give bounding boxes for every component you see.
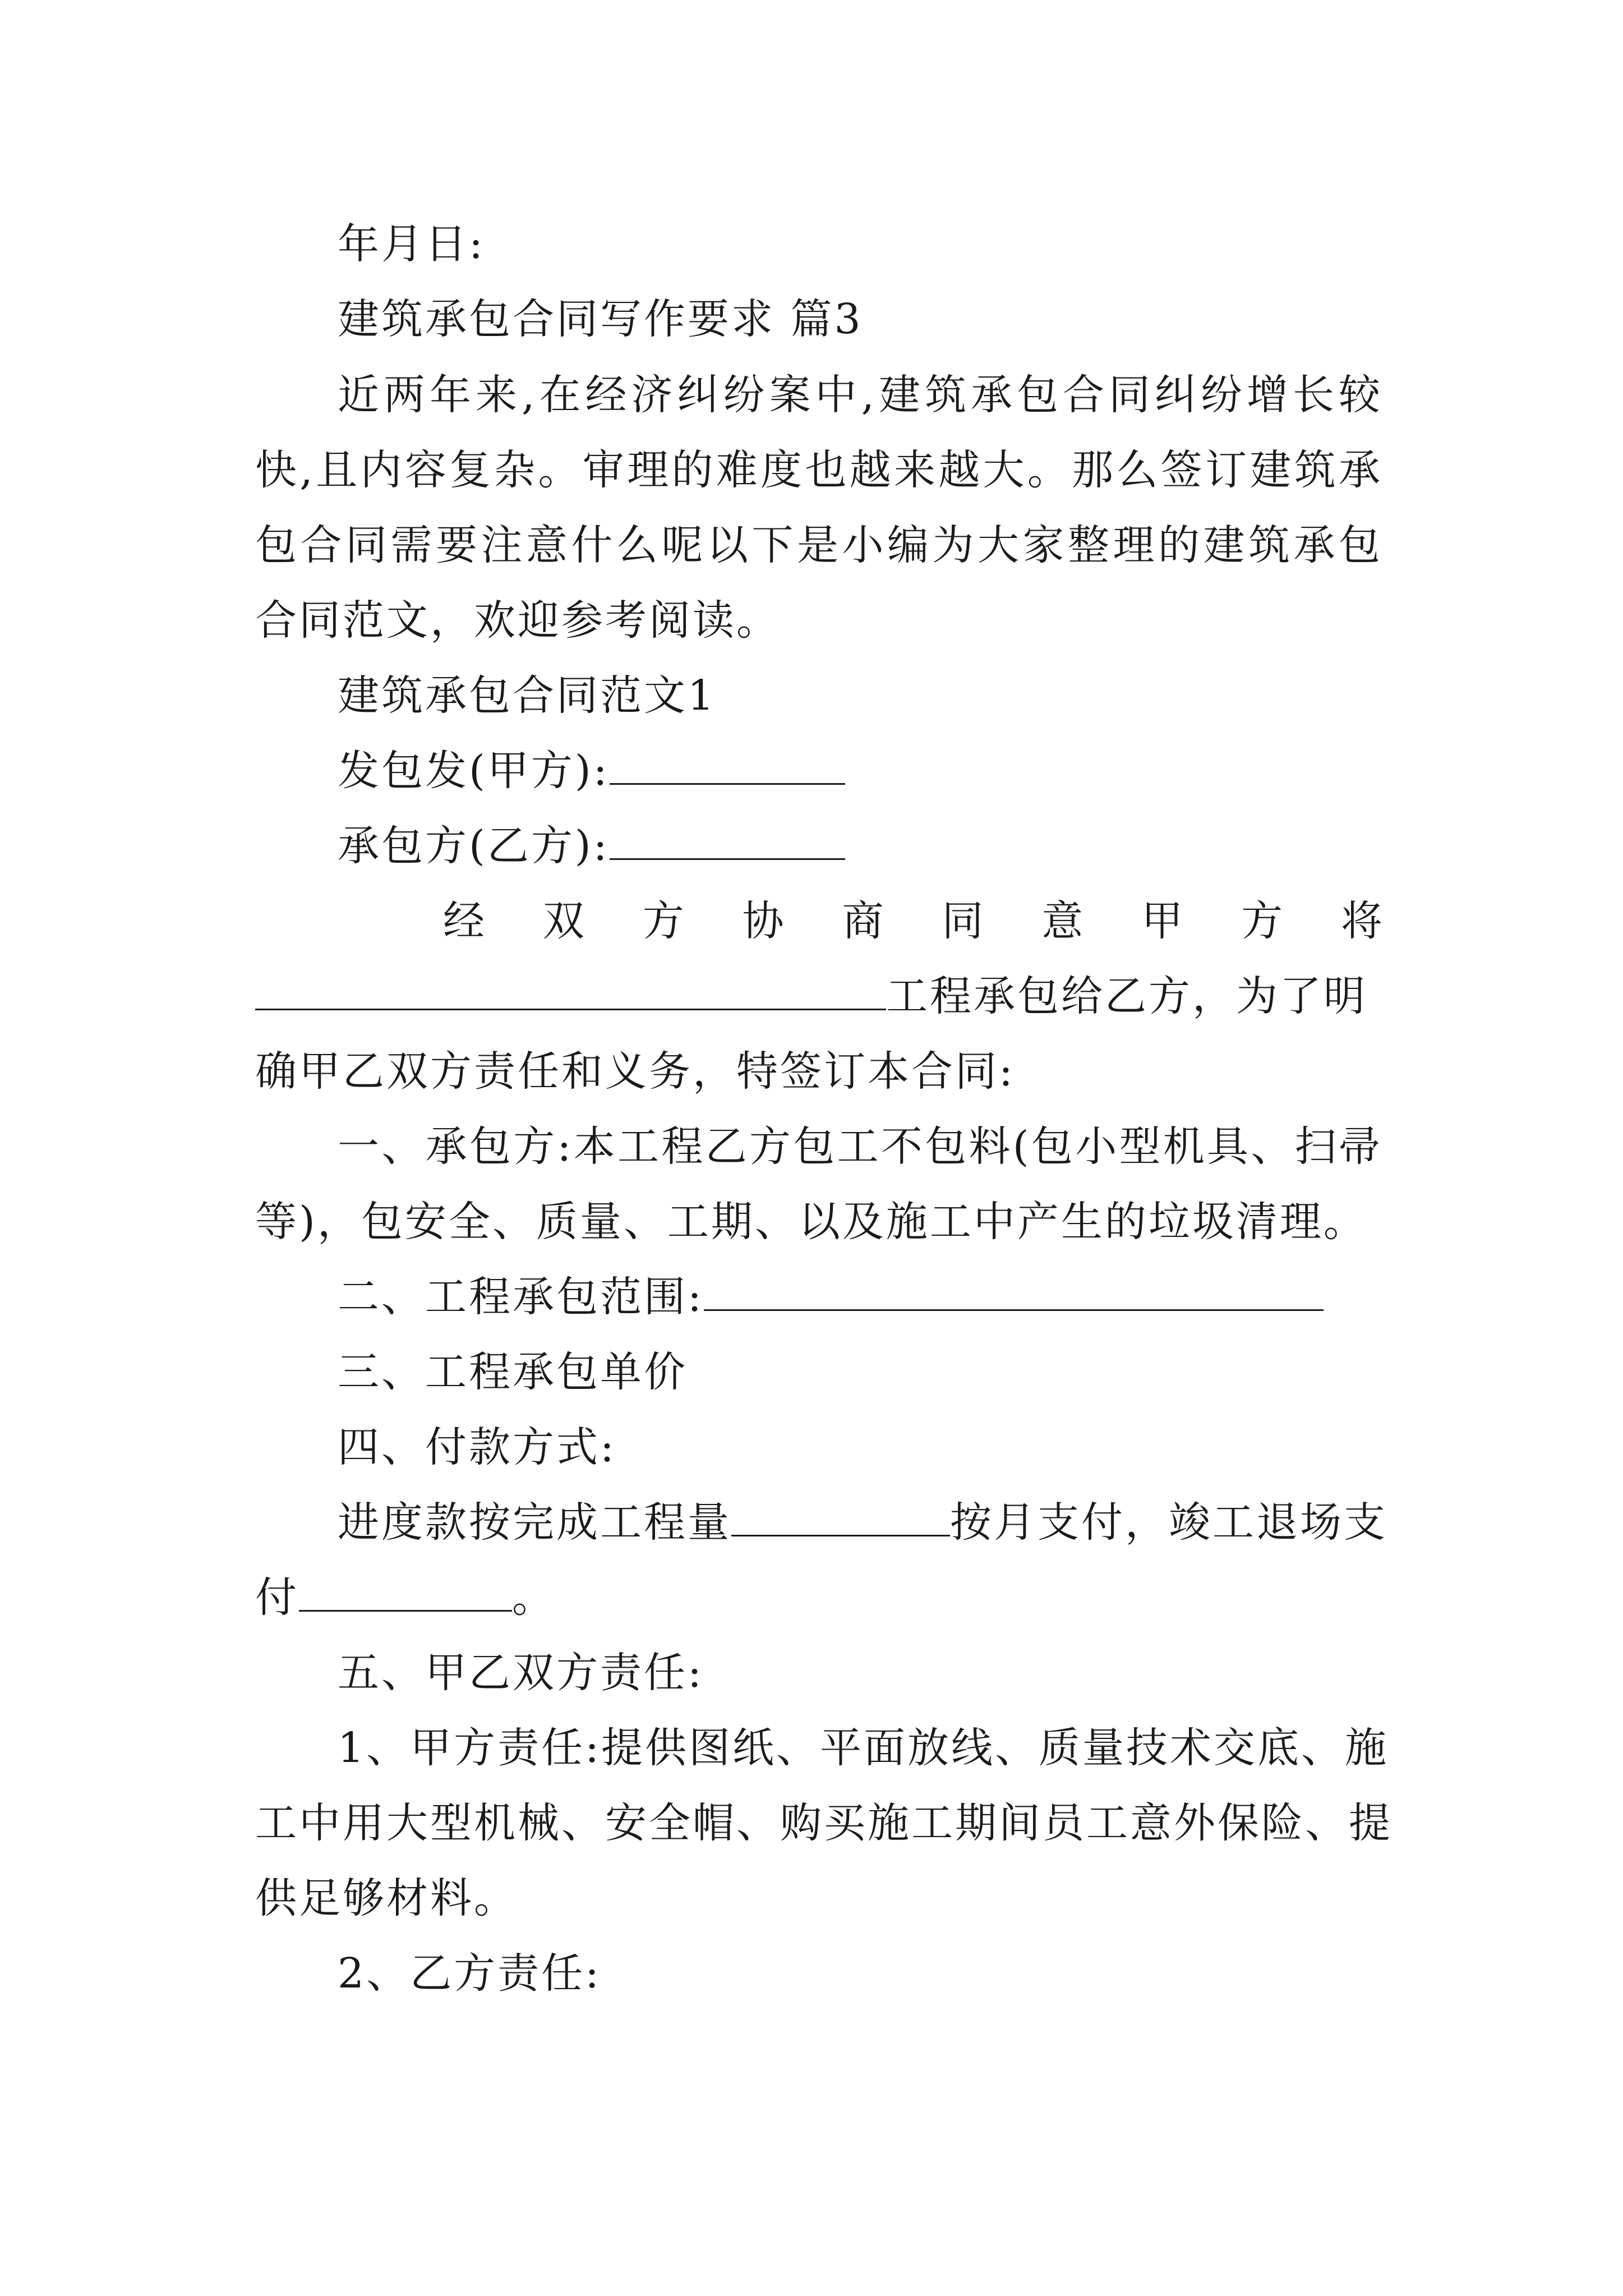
payment-monthly-label: 按月支付，竣工退场支	[950, 1498, 1387, 1547]
clause-1-line-1: 一、承包方:本工程乙方包工不包料(包小型机具、扫帚	[338, 1122, 1382, 1171]
party-a-duty-line-2: 工中用大型机械、安全帽、购买施工期间员工意外保险、提	[255, 1799, 1393, 1847]
clause-5-line: 五、甲乙双方责任:	[338, 1649, 704, 1697]
party-a-label: 发包发(甲方):	[338, 747, 610, 795]
agreement-line-1: 经双方协商同意甲方将	[443, 897, 1382, 945]
clause-4-line: 四、付款方式:	[338, 1423, 616, 1471]
party-a-duty-line-3: 供足够材料。	[255, 1874, 518, 1922]
scope-blank	[704, 1274, 1324, 1311]
payment-final-end: 。	[512, 1573, 556, 1622]
agreement-line-2-text: 工程承包给乙方，为了明	[886, 972, 1367, 1020]
clause-2-label: 二、工程承包范围:	[338, 1273, 704, 1321]
final-amount-blank	[299, 1575, 512, 1612]
agreement-line-2	[255, 974, 1382, 1019]
party-b-line	[338, 823, 1382, 868]
agreement-line-3: 确甲乙双方责任和义务，特签订本合同:	[255, 1047, 1015, 1096]
intro-line-3: 包合同需要注意什么呢以下是小编为大家整理的建筑承包	[255, 521, 1382, 569]
intro-line-1: 近两年来,在经济纠纷案中,建筑承包合同纠纷增长较	[338, 371, 1382, 419]
progress-amount-blank	[731, 1500, 950, 1536]
intro-line-2: 快,且内容复杂。审理的难度也越来越大。那么签订建筑承	[255, 446, 1382, 494]
clause-1-line-2: 等)，包安全、质量、工期、以及施工中产生的垃圾清理。	[255, 1198, 1367, 1246]
section-heading: 建筑承包合同写作要求 篇3	[338, 295, 863, 343]
clause-2-line	[338, 1274, 1382, 1319]
intro-line-4: 合同范文，欢迎参考阅读。	[255, 596, 780, 645]
clause-3-line: 三、工程承包单价	[338, 1348, 688, 1396]
party-b-duty-line: 2、乙方责任:	[338, 1949, 602, 1998]
party-a-blank	[610, 748, 845, 785]
party-b-blank	[610, 823, 845, 860]
date-line: 年月日:	[338, 220, 485, 268]
party-b-label: 承包方(乙方):	[338, 822, 610, 870]
payment-line-1	[338, 1498, 1387, 1547]
contract-title: 建筑承包合同范文1	[338, 671, 717, 720]
party-a-line	[338, 748, 1382, 793]
payment-final-label: 付	[255, 1573, 299, 1622]
payment-progress-label: 进度款按完成工程量	[338, 1498, 731, 1547]
party-a-duty-line-1: 1、甲方责任:提供图纸、平面放线、质量技术交底、施	[338, 1724, 1389, 1772]
project-name-blank	[255, 974, 886, 1010]
payment-line-2	[255, 1575, 1382, 1620]
